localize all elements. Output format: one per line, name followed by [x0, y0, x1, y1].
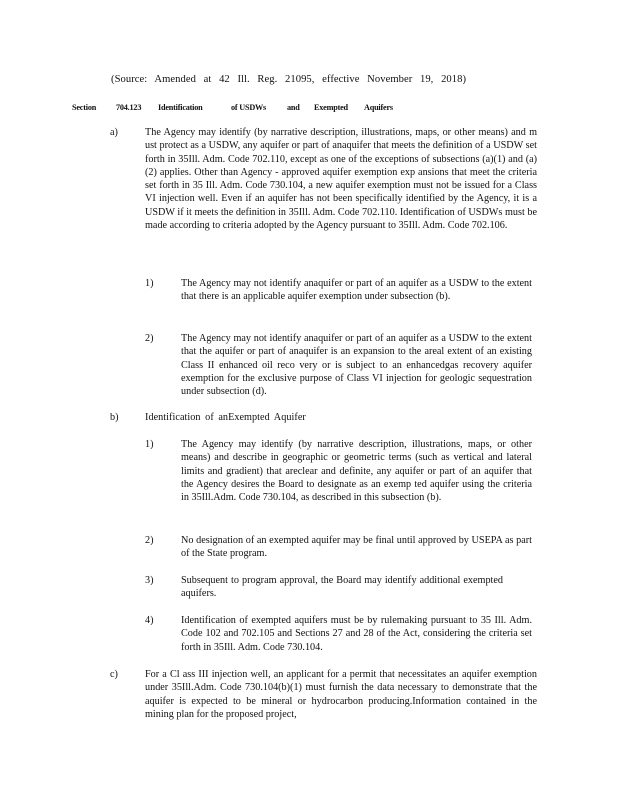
- section-title-part-2: of USDWs: [231, 103, 267, 112]
- subsection-marker-b: b): [110, 412, 119, 423]
- section-title-part-1: Identification: [158, 103, 203, 112]
- item-marker-b4: 4): [145, 615, 154, 626]
- subsection-c-text: For a Cl ass III injection well, an applicant for a permit that necessitates an aquifer exemption under 35Ill.Adm. Code 730.104(b)(1) must furnish the data necessary to demonstrate that the aquifer is expected to be mineral or hydrocarbon producing.Information contained in the mining plan for the proposed project,: [145, 669, 537, 720]
- section-title-part-3: and: [287, 103, 300, 112]
- item-b4-text: Identification of exempted aquifers must be by rulemaking pursuant to 35 Ill. Adm. Code 102 and 702.105 and Sections 27 and 28 of the Act, considering the criteria set forth in 35Ill. Adm. Code 730.104.: [181, 615, 532, 653]
- item-marker-a2: 2): [145, 333, 154, 344]
- item-marker-a1: 1): [145, 278, 154, 289]
- source-note: (Source: Amended at 42 Ill. Reg. 21095, effective November 19, 2018): [111, 74, 467, 85]
- subsection-marker-c: c): [110, 669, 118, 680]
- section-title-part-5: Aquifers: [364, 103, 393, 112]
- subsection-b-heading: Identification of anExempted Aquifer: [145, 412, 306, 423]
- section-title-part-4: Exempted: [314, 103, 348, 112]
- item-marker-b1: 1): [145, 439, 154, 450]
- item-b3-text: Subsequent to program approval, the Board may identify additional exempted aquifers.: [181, 575, 503, 600]
- item-a2-text: The Agency may not identify anaquifer or part of an aquifer as a USDW to the extent that the aquifer or part of anaquifer is an expansion to the areal extent of an existing Class II enhanced oil reco very or is subject to an enhancedgas recovery aquifer exemption for the exclusive purpose of Class VI injection for geologic sequestration under subsection (d).: [181, 333, 532, 398]
- section-number: 704.123: [116, 103, 142, 112]
- item-b2-text: No designation of an exempted aquifer may be final until approved by USEPA as part of the State program.: [181, 535, 532, 560]
- item-marker-b3: 3): [145, 575, 154, 586]
- item-a1-text: The Agency may not identify anaquifer or part of an aquifer as a USDW to the extent that there is an applicable aquifer exemption under subsection (b).: [181, 278, 532, 303]
- section-label: Section: [72, 103, 97, 112]
- subsection-a-text: The Agency may identify (by narrative description, illustrations, maps, or other means) and m ust protect as a USDW, any aquifer or part of anaquifer that meets the definition of a USDW set forth in 35Ill. Adm. Code 702.110, except as one of the exceptions of subsections (a)(1) and (a)(2) applies. Other than Agency - approved aquifer exemption exp ansions that meet the criteria set forth in 35 Ill. Adm. Code 730.104, a new aquifer exemption must not be issued for a Class VI injection well. Even if an aquifer has not been specifically identified by the Agency, it is a USDW if it meets the definition in 35Ill. Adm. Code 702.110. Identification of USDWs must be made according to criteria adopted by the Agency pursuant to 35Ill. Adm. Code 702.106.: [145, 127, 537, 232]
- item-marker-b2: 2): [145, 535, 154, 546]
- subsection-marker-a: a): [110, 127, 118, 138]
- item-b1-text: The Agency may identify (by narrative description, illustrations, maps, or other means) and describe in geographic or geometric terms (such as vertical and lateral limits and gradient) that areclear and definite, any aquifer or part of an aquifer that the Agency desires the Board to designate as an exemp ted aquifer using the criteria in 35Ill.Adm. Code 730.104, as described in this subsection (b).: [181, 439, 532, 504]
